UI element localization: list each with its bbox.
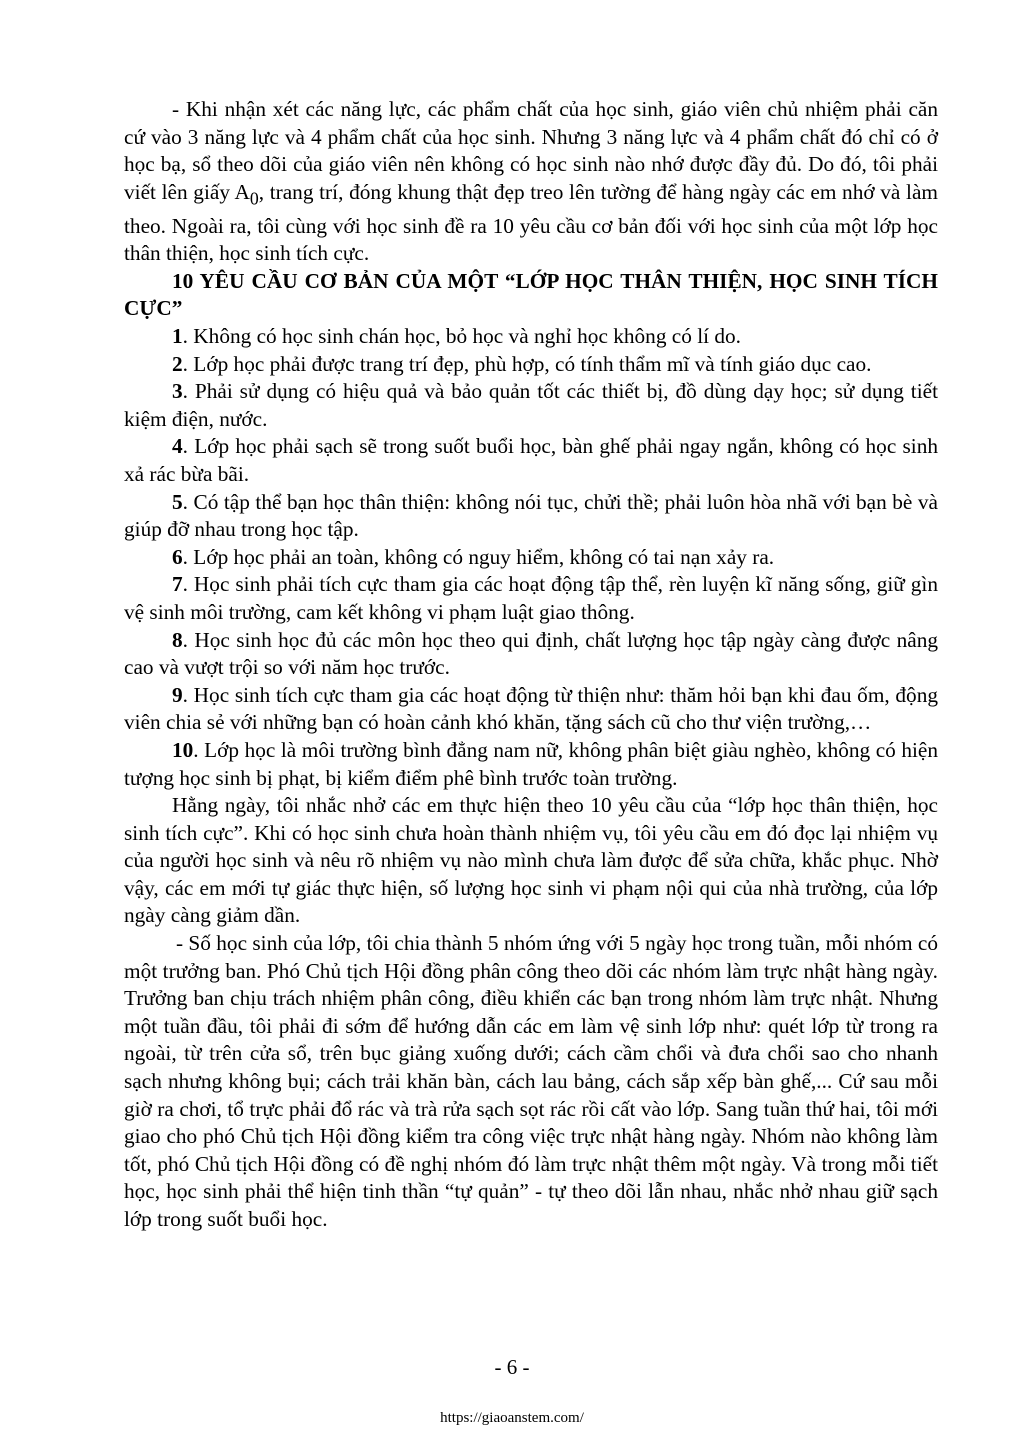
requirement-item: 6. Lớp học phải an toàn, không có nguy hiểm, không có tai nạn xảy ra. — [172, 544, 775, 569]
requirement-item: 5. Có tập thể bạn học thân thiện: không nói tục, chửi thề; phải luôn hòa nhã với bạn bè và giúp đỡ nhau trong học tập. — [124, 489, 938, 542]
requirement-item: 9. Học sinh tích cực tham gia các hoạt động từ thiện như: thăm hỏi bạn khi đau ốm, động viên chia sẻ với những bạn có hoàn cảnh khó khăn, tặng sách cũ cho thư viện trường,… — [124, 682, 938, 735]
document-body — [124, 96, 938, 1234]
requirement-item: 1. Không có học sinh chán học, bỏ học và nghỉ học không có lí do. — [172, 324, 742, 348]
groups-paragraph: - Số học sinh của lớp, tôi chia thành 5 nhóm ứng với 5 ngày học trong tuần, mỗi nhóm có một trưởng ban. Phó Chủ tịch Hội đồng phân công theo dõi các nhóm làm trực nhật hàng ngày. Trưởng ban chịu trách nhiệm phân công, điều khiển các bạn trong nhóm làm trực nhật. Nhưng một tuần đầu, tôi phải đi sớm để hướng dẫn các em làm vệ sinh lớp như: quét lớp từ trong ra ngoài, từ trên cửa sổ, trên bục giảng xuống dưới; cách cầm chổi và đưa chổi sao cho nhanh sạch nhưng không bụi; cách trải khăn bàn, cách lau bảng, cách sắp xếp bàn ghế,... Cứ sau mỗi giờ ra chơi, tổ trực phải đổ rác và trà rửa sạch sọt rác rồi cất vào lớp. Sang tuần thứ hai, tôi mới giao cho phó Chủ tịch Hội đồng kiểm tra công việc trực nhật hàng ngày. Nhóm nào không làm tốt, phó Chủ tịch Hội đồng có đề nghị nhóm đó làm trực nhật thêm một ngày. Và trong mỗi tiết học, học sinh phải thể hiện tinh thần “tự quản” - tự theo dõi lẫn nhau, nhắc nhở nhau giữ sạch lớp trong suốt buổi học. — [124, 931, 938, 1231]
requirement-item: 10. Lớp học là môi trường bình đẳng nam nữ, không phân biệt giàu nghèo, không có hiện tượng học sinh bị phạt, bị kiểm điểm phê bình trước toàn trường. — [124, 737, 938, 790]
requirement-item: 8. Học sinh học đủ các môn học theo qui định, chất lượng học tập ngày càng được nâng cao và vượt trội so với năm học trước. — [124, 627, 938, 680]
footer-url[interactable]: https://giaoanstem.com/ — [440, 1410, 584, 1426]
intro-paragraph — [124, 96, 938, 268]
section-title: 10 YÊU CẦU CƠ BẢN CỦA MỘT “LỚP HỌC THÂN THIỆN, HỌC SINH TÍCH CỰC” — [124, 268, 938, 321]
requirement-item: 7. Học sinh phải tích cực tham gia các hoạt động tập thể, rèn luyện kĩ năng sống, giữ gìn vệ sinh môi trường, cam kết không vi phạm luật giao thông. — [124, 572, 938, 624]
daily-paragraph: Hằng ngày, tôi nhắc nhở các em thực hiện theo 10 yêu cầu của “lớp học thân thiện, học sinh tích cực”. Khi có học sinh chưa hoàn thành nhiệm vụ, tôi yêu cầu em đó đọc lại nhiệm vụ của người học sinh và nêu rõ nhiệm vụ nào mình chưa làm được để sửa chữa, khắc phục. Nhờ vậy, các em mới tự giác thực hiện, số lượng học sinh vi phạm nội qui của nhà trường, của lớp ngày càng giảm dần. — [124, 793, 938, 928]
intro-text: - Khi nhận xét các năng lực, các phẩm chất của học sinh, giáo viên chủ nhiệm phải căn cứ vào 3 năng lực và 4 phẩm chất của học sinh. Nhưng 3 năng lực và 4 phẩm chất đó chỉ có ở học bạ, sổ theo dõi của giáo viên nên không có học sinh nào nhớ được đầy đủ. Do đó, tôi phải viết lên giấy A — [124, 97, 938, 204]
subscript-zero: 0 — [249, 188, 259, 209]
intro-text-end: , trang trí, đóng khung thật đẹp treo lên tường để hàng ngày các em nhớ và làm theo. Ngoài ra, tôi cùng với học sinh đề ra 10 yêu cầu cơ bản đối với học sinh của một lớp học thân thiện, học sinh tích cực. — [124, 179, 938, 266]
page-number: - 6 - — [494, 1355, 530, 1379]
requirement-item: 3. Phải sử dụng có hiệu quả và bảo quản tốt các thiết bị, đồ dùng dạy học; sử dụng tiết kiệm điện, nước. — [124, 379, 938, 431]
requirement-item: 4. Lớp học phải sạch sẽ trong suốt buổi học, bàn ghế phải ngay ngắn, không có học sinh xả rác bừa bãi. — [124, 434, 938, 486]
requirement-item: 2. Lớp học phải được trang trí đẹp, phù hợp, có tính thẩm mĩ và tính giáo dục cao. — [172, 351, 872, 376]
